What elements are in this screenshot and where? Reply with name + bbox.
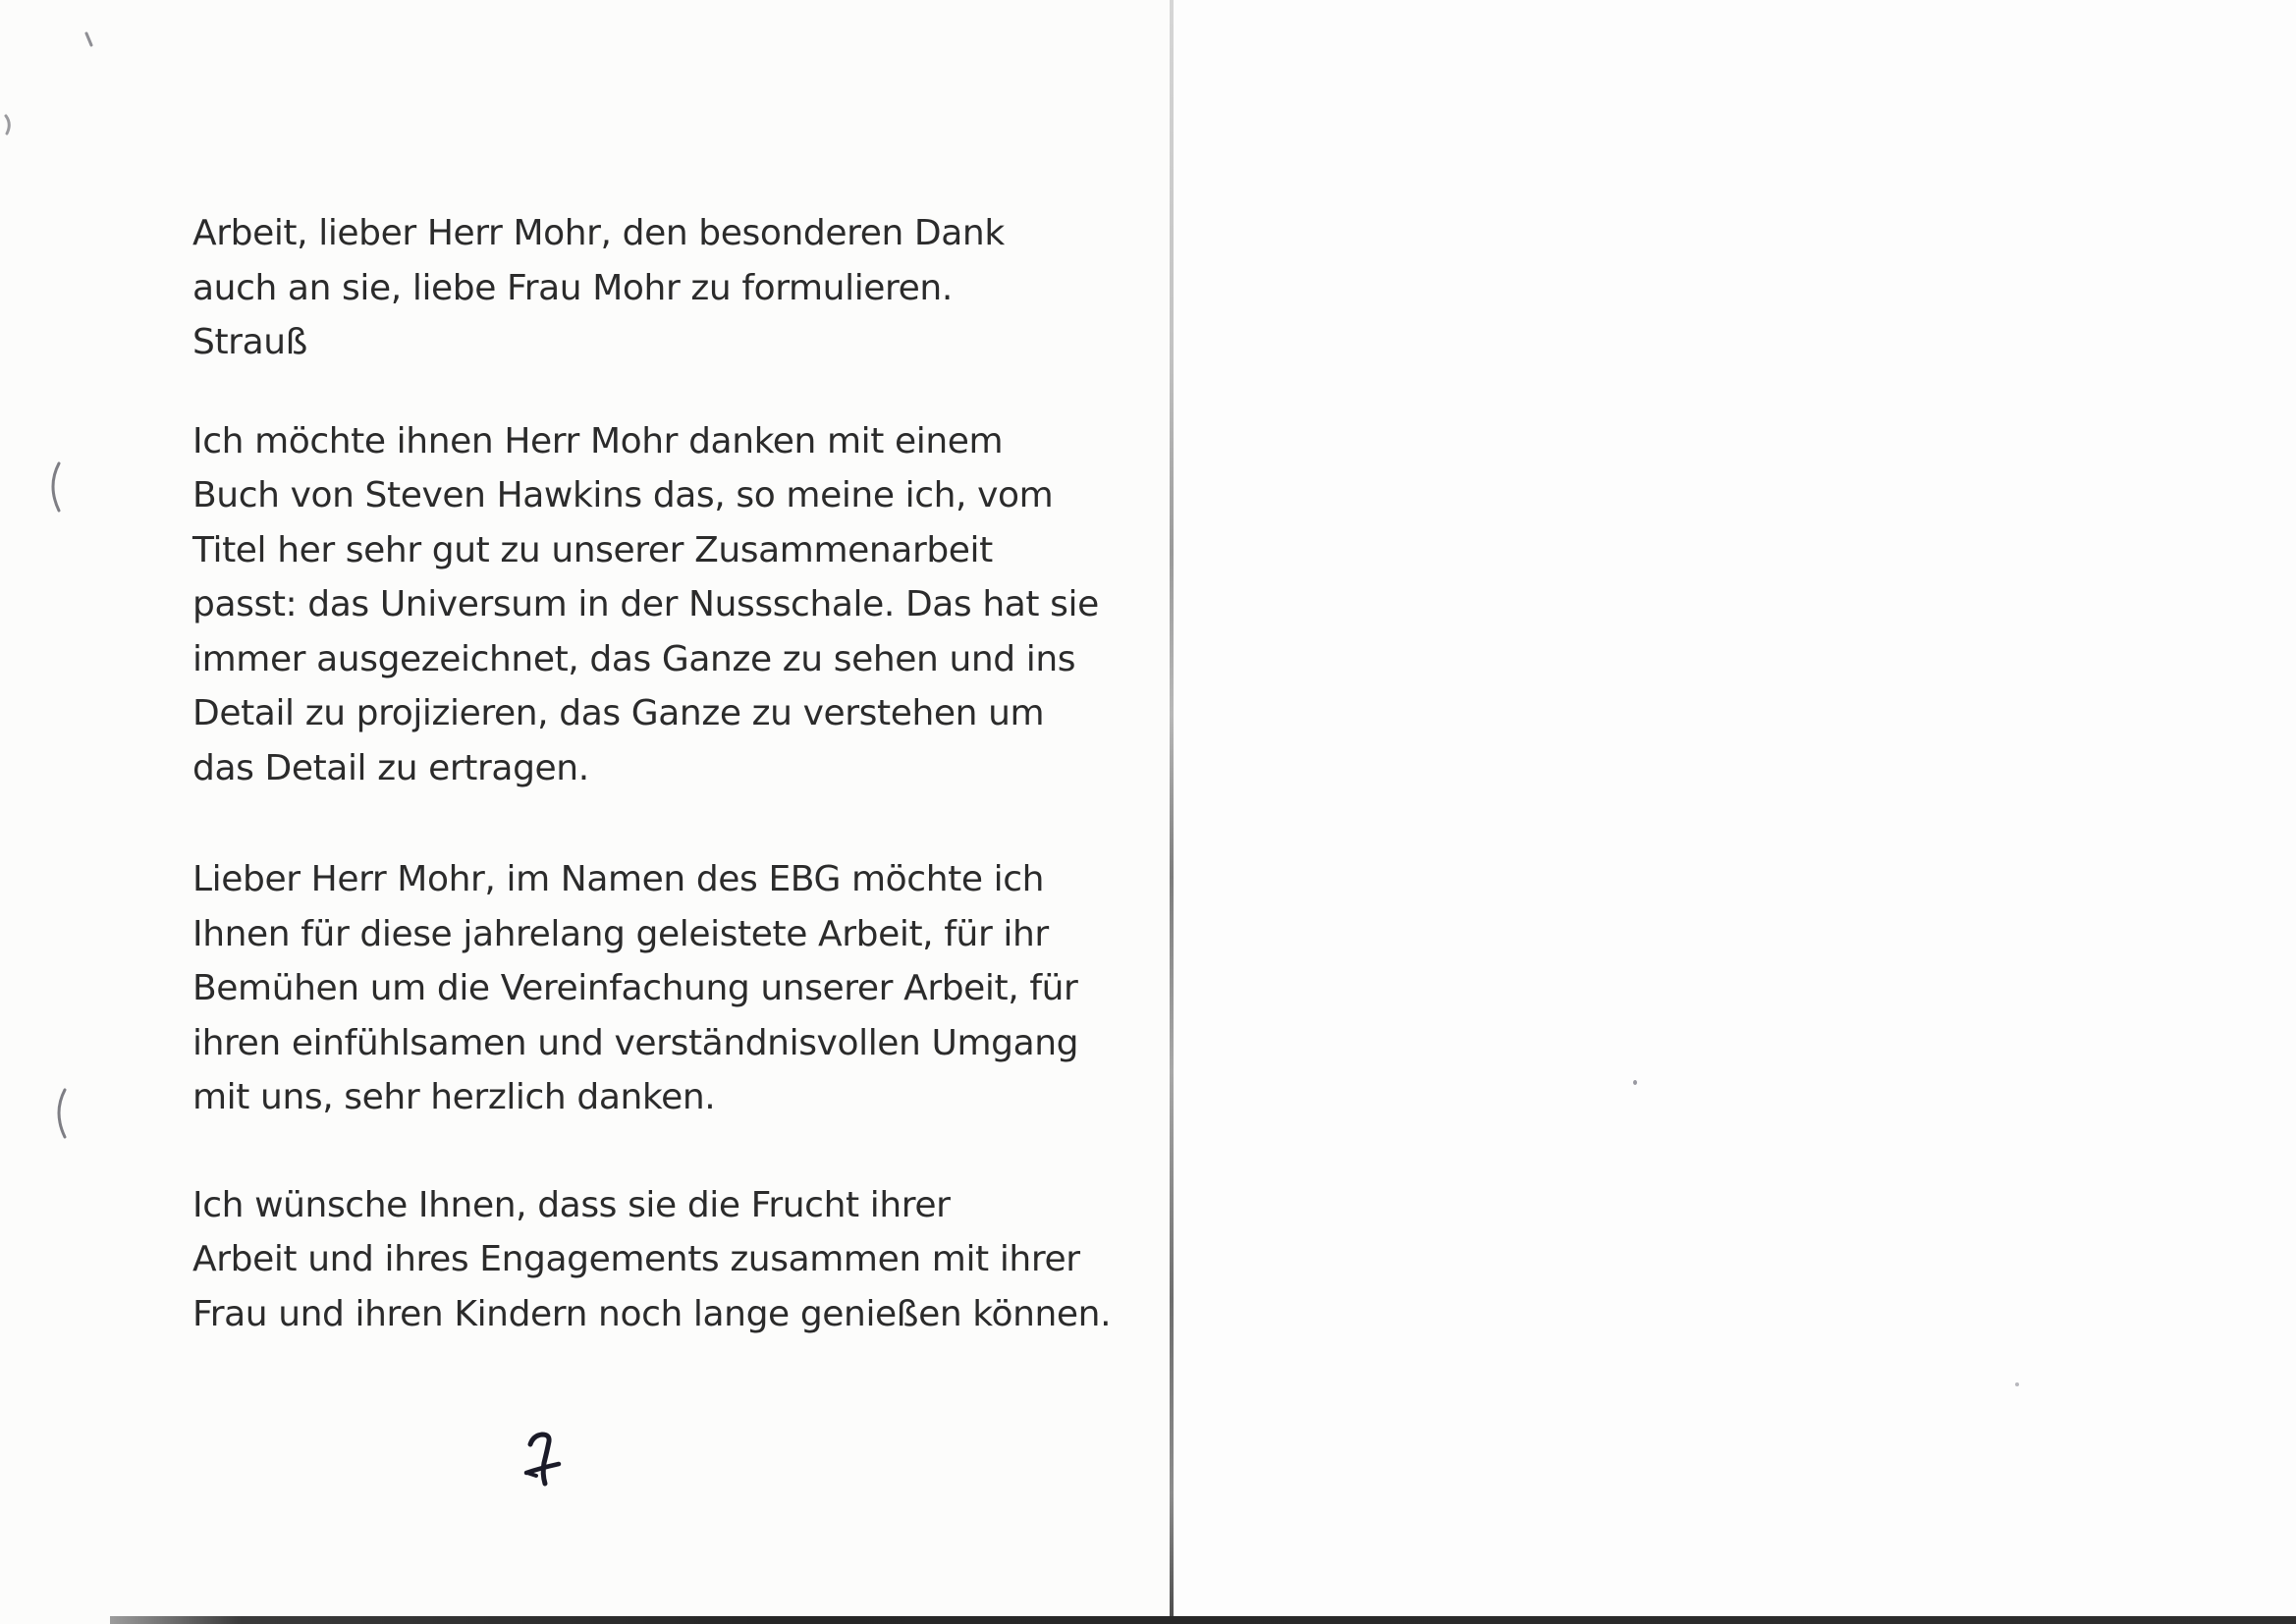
text-line: Frau und ihren Kindern noch lange genießen können. [192, 1293, 1112, 1334]
text-line: Bemühen um die Vereinfachung unserer Arbeit, für [192, 968, 1078, 1008]
page-fold-line [1170, 0, 1174, 1624]
scan-bottom-edge [110, 1616, 2296, 1624]
paragraph-2 [192, 414, 1175, 796]
text-line: Buch von Steven Hawkins das, so meine ich, vom [192, 475, 1054, 515]
handwritten-page-number [521, 1430, 565, 1490]
text-line: passt: das Universum in der Nussschale. Das hat sie [192, 584, 1099, 624]
text-line: Ihnen für diese jahrelang geleistete Arbeit, für ihr [192, 913, 1049, 954]
page-number-value [0, 0, 1, 1]
scan-mark-edge [2, 110, 20, 139]
text-line: mit uns, sehr herzlich danken. [192, 1077, 716, 1117]
text-line: Arbeit und ihres Engagements zusammen mit ihrer [192, 1239, 1080, 1279]
text-line: Lieber Herr Mohr, im Namen des EBG möchte ich [192, 859, 1045, 899]
right-page-blank [1175, 0, 2296, 1624]
paragraph-1 [192, 206, 1175, 370]
paragraph-3 [192, 852, 1175, 1125]
scan-mark-corner [77, 29, 102, 63]
text-line: Arbeit, lieber Herr Mohr, den besonderen Dank [192, 213, 1005, 253]
paragraph-4 [192, 1178, 1175, 1342]
scan-mark-paren-top [43, 460, 65, 514]
text-line: Titel her sehr gut zu unserer Zusammenarbeit [192, 529, 993, 570]
scan-speck [2015, 1382, 2019, 1386]
text-line: Ich wünsche Ihnen, dass sie die Frucht ihrer [192, 1184, 951, 1225]
text-line: immer ausgezeichnet, das Ganze zu sehen und ins [192, 638, 1076, 679]
scan-mark-paren-bottom [49, 1086, 71, 1141]
letter-text [192, 206, 1175, 1341]
text-line: Detail zu projizieren, das Ganze zu verstehen um [192, 693, 1045, 733]
text-line: das Detail zu ertragen. [192, 747, 589, 788]
text-line: ihren einfühlsamen und verständnisvollen Umgang [192, 1022, 1079, 1063]
scan-speck [1633, 1080, 1637, 1085]
text-line: Strauß [192, 322, 307, 362]
text-line: auch an sie, liebe Frau Mohr zu formulieren. [192, 267, 953, 308]
text-line: Ich möchte ihnen Herr Mohr danken mit einem [192, 420, 1004, 461]
